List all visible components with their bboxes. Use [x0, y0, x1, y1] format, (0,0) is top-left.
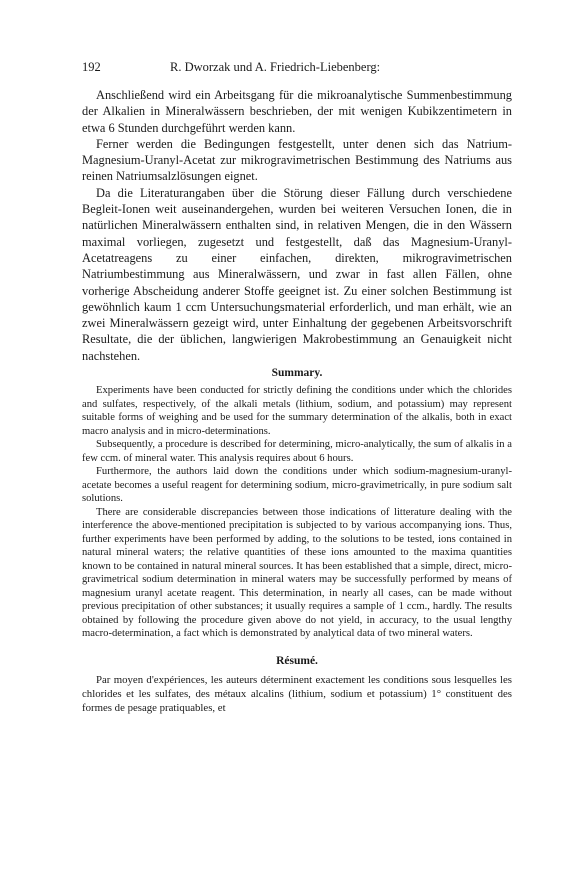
paragraph: Anschließend wird ein Arbeitsgang für die mikroanalytische Summenbestimmung der Alkalien in Mineralwässern beschrieben, der mit wenigen Kubikzentimetern in etwa 6 Stunden durchgeführt werden kann.	[82, 88, 512, 135]
paragraph: There are considerable discrepancies between those indications of litterature dealing with the interference the above-mentioned precipitation is subjected to by various accompanying ions. Thus, further experiments have been performed by adding, to the solutions to be tested, ions contained in natural mineral waters; the relative quantities of these ions amounted to the maxima quantities known to be contained in natural mineral sources. It has been established that a simple, direct, micro-gravimetrical sodium determination in mineral waters may be successfully performed by means of magnesium uranyl acetate reagent. This determination, in nearly all cases, can be made without previous precipitation of other substances; it usually requires a sample of 1 ccm., hardly. The results obtained by following the procedure given above do not yield, in accuracy, to the usual lengthy macro-determination, a fact which is demonstrated by analytical data of two mineral waters.	[82, 506, 512, 640]
summary-text	[82, 384, 512, 641]
german-text	[82, 87, 512, 364]
summary-heading: Summary.	[271, 367, 323, 380]
paragraph: Furthermore, the authors laid down the conditions under which sodium-magnesium-uranyl-acetate becomes a useful reagent for determining sodium, micro-gravimetrically, in pure sodium salt solutions.	[82, 466, 512, 505]
paragraph: Subsequently, a procedure is described for determining, micro-analytically, the sum of alkalis in a few ccm. of mineral water. This analysis requires about 6 hours.	[82, 439, 512, 464]
resume-text	[82, 673, 512, 715]
paragraph: Ferner werden die Bedingungen festgestellt, unter denen sich das Natrium-Magnesium-Uranyl-Acetat zur mikrogravimetrischen Bestimmung des Natriums aus reinen Natriumsalzlösungen eignet.	[82, 136, 512, 184]
running-header	[82, 60, 512, 75]
page-number: 192	[82, 60, 101, 74]
resume-heading: Résumé.	[276, 654, 318, 667]
journal-page	[82, 60, 512, 715]
running-title: R. Dworzak und A. Friedrich-Liebenberg:	[170, 60, 381, 74]
paragraph: Da die Literaturangaben über die Störung dieser Fällung durch verschiedene Begleit-Ionen weit auseinandergehen, wurden bei weiteren Versuchen Ionen, die in natürlichen Mineralwässern enthalten sind, in relativen Mengen, die in den Wässern maximal vorliegen, zugesetzt und festgestellt, daß das Magnesium-Uranyl-Acetatreagens zu einer einfachen, direkten, mikrogravimetrischen Natriumbestimmung aus Mineralwässern, und zwar in fast allen Fällen, ohne vorherige Abscheidung anderer Stoffe geeignet ist. Zu einer solchen Bestimmung ist gewöhnlich kaum 1 ccm Untersuchungsmaterial erforderlich, und man erhält, wie an zwei Mineralwässern gezeigt wird, unter Einhaltung der gegebenen Arbeitsvorschrift Resultate, die der üblichen, langwierigen Makrobestimmung an Genauigkeit nicht nachstehen.	[82, 185, 512, 363]
paragraph: Experiments have been conducted for strictly defining the conditions under which the chlorides and sulfates, respectively, of the alkali metals (lithium, sodium, and potassium) may represent suitable forms of weighing and be used for the summary determination of the alkalis, both in exact macro analysis and in micro-determinations.	[82, 385, 512, 437]
paragraph: Par moyen d'expériences, les auteurs déterminent exactement les conditions sous lesquelles les chlorides et les sulfates, des métaux alcalins (lithium, sodium et potassium) 1° constituent des formes de pesage pratiquables, et	[82, 673, 512, 714]
